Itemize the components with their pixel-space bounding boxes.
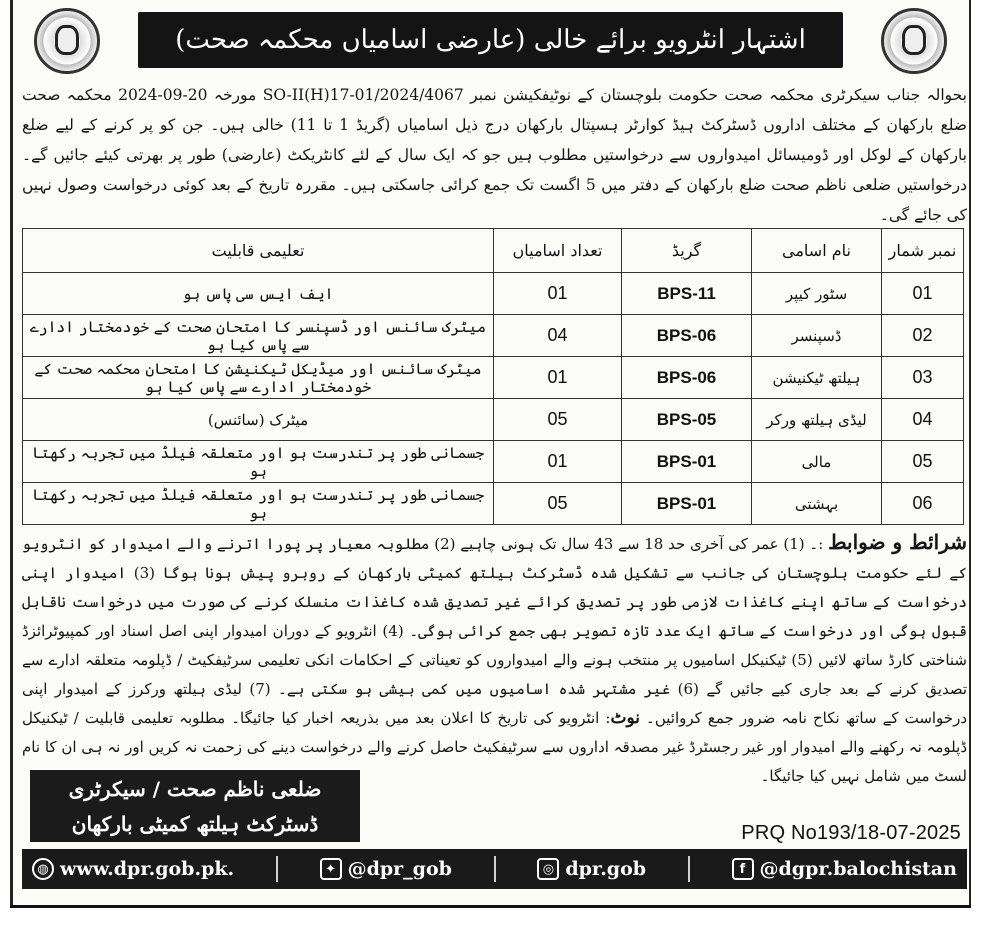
page-title: اشتہار انٹرویو برائے خالی (عارضی اسامیاں محکمہ صحت) bbox=[138, 12, 843, 68]
globe-icon: ◍ bbox=[32, 858, 54, 880]
note-text: : انٹرویو کی تاریخ کا اعلان بعد میں بذریعہ اخبار کیا جائیگا۔ مطلوبہ تعلیمی قابلیت / ٹیکنیکل ڈپلومہ نہ رکھنے والے امیدوار اور غیر رجسٹرڈ غیر مصدقہ اداروں سے سرٹیفکیٹ حاصل کرنے والے درخواست دینے کی زحمت نہ کریں اور نہ ہی ان کا نام لسٹ میں شامل نہیں کیا جائیگا۔ bbox=[22, 709, 967, 785]
conditions-heading: شرائط و ضوابط bbox=[828, 530, 968, 554]
facebook-icon: f bbox=[732, 858, 754, 880]
row-post: سٹور کیپر bbox=[752, 273, 882, 315]
footer-website[interactable] bbox=[32, 858, 234, 880]
bottom-rule bbox=[10, 905, 971, 908]
footer-instagram[interactable] bbox=[537, 858, 646, 880]
intro-paragraph: بحوالہ جناب سیکرٹری محکمہ صحت حکومت بلوچستان کے نوٹیفکیشن نمبر SO-II(H)17-01/2024/4067 مورخہ 20-09-2024 محکمہ صحت ضلع بارکھان کے مختلف اداروں ڈسٹرکٹ ہیڈ کوارٹر ہسپتال بارکھان درج ذیل اسامیاں (گریڈ 1 تا 11) خالی ہیں۔ جن کو پر کرنے کے لیے ضلع بارکھان کے لوکل اور ڈومیسائل امیدواروں سے درخواستیں مطلوب ہیں جو کہ ایک سال کے لئے کانٹریکٹ (عارضی) طور پر بھرتی کیئے جائیں گے۔ درخواستیں ضلعی ناظم صحت ضلع بارکھان کے دفتر میں 5 اگست تک جمع کرائی جاسکتی ہیں۔ مقررہ تاریخ کے بعد کوئی درخواست وصول نہیں کی جائے گی۔ bbox=[22, 86, 967, 224]
footer-divider bbox=[688, 856, 690, 882]
header-count: تعداد اسامیاں bbox=[494, 229, 622, 273]
table-row bbox=[23, 441, 964, 483]
table-row bbox=[23, 483, 964, 525]
left-emblem-icon bbox=[34, 8, 100, 74]
signature-block bbox=[30, 770, 360, 842]
row-grade: BPS-01 bbox=[622, 441, 752, 483]
prq-number: PRQ No193/18-07-2025 bbox=[741, 822, 961, 844]
table-row bbox=[23, 315, 964, 357]
header-sno: نمبر شمار bbox=[882, 229, 964, 273]
footer-divider bbox=[276, 856, 278, 882]
table-row bbox=[23, 273, 964, 315]
row-count: 05 bbox=[494, 483, 622, 525]
row-count: 05 bbox=[494, 399, 622, 441]
instagram-icon: ◎ bbox=[537, 858, 559, 880]
row-count: 01 bbox=[494, 273, 622, 315]
facebook-handle[interactable]: @dgpr.balochistan bbox=[759, 858, 957, 880]
row-qualification: میٹرک سائنس اور میڈیکل ٹیکنیشن کا امتحان محکمہ صحت کے خودمختار ادارے سے پاس کیا ہو bbox=[23, 357, 494, 399]
row-qualification: ایف ایس سی پاس ہو bbox=[23, 273, 494, 315]
footer-bar bbox=[22, 849, 967, 889]
header-post: نام اسامی bbox=[752, 229, 882, 273]
terms-and-conditions bbox=[22, 528, 968, 785]
website-link[interactable]: www.dpr.gob.pk. bbox=[60, 858, 235, 880]
row-grade: BPS-11 bbox=[622, 273, 752, 315]
header-qualification: تعلیمی قابلیت bbox=[23, 229, 494, 273]
header bbox=[20, 6, 961, 78]
row-qualification: جسمانی طور پر تندرست ہو اور متعلقہ فیلڈ میں تجربہ رکھتا ہو bbox=[23, 441, 494, 483]
right-emblem-icon bbox=[881, 8, 947, 74]
row-count: 04 bbox=[494, 315, 622, 357]
row-grade: BPS-01 bbox=[622, 483, 752, 525]
twitter-handle[interactable]: @dpr_gob bbox=[347, 858, 452, 880]
row-sno: 01 bbox=[882, 273, 964, 315]
row-sno: 06 bbox=[882, 483, 964, 525]
table-header-row bbox=[23, 229, 964, 273]
footer-twitter[interactable] bbox=[320, 858, 452, 880]
row-post: ڈسپنسر bbox=[752, 315, 882, 357]
row-sno: 03 bbox=[882, 357, 964, 399]
header-grade: گریڈ bbox=[622, 229, 752, 273]
row-post: ہیلتھ ٹیکنیشن bbox=[752, 357, 882, 399]
row-count: 01 bbox=[494, 441, 622, 483]
instagram-handle[interactable]: dpr.gob bbox=[565, 858, 647, 880]
twitter-icon: ✦ bbox=[320, 858, 342, 880]
row-sno: 05 bbox=[882, 441, 964, 483]
posts-table bbox=[22, 228, 964, 525]
footer-divider bbox=[494, 856, 496, 882]
row-sno: 02 bbox=[882, 315, 964, 357]
row-grade: BPS-06 bbox=[622, 315, 752, 357]
row-post: لیڈی ہیلتھ ورکر bbox=[752, 399, 882, 441]
footer-facebook[interactable] bbox=[732, 858, 957, 880]
row-grade: BPS-05 bbox=[622, 399, 752, 441]
table-row bbox=[23, 357, 964, 399]
row-post: مالی bbox=[752, 441, 882, 483]
row-qualification: میٹرک (سائنس) bbox=[23, 399, 494, 441]
signature-line-1: ضلعی ناظم صحت / سیکرٹری bbox=[68, 777, 322, 801]
row-count: 01 bbox=[494, 357, 622, 399]
note-label: نوٹ bbox=[610, 708, 640, 728]
row-post: بہشتی bbox=[752, 483, 882, 525]
row-sno: 04 bbox=[882, 399, 964, 441]
row-grade: BPS-06 bbox=[622, 357, 752, 399]
row-qualification: میٹرک سائنس اور ڈسپنسر کا امتحان صحت کے خودمختار ادارے سے پاس کیا ہو bbox=[23, 315, 494, 357]
row-qualification: جسمانی طور پر تندرست ہو اور متعلقہ فیلڈ میں تجربہ رکھتا ہو bbox=[23, 483, 494, 525]
signature-line-2: ڈسٹرکٹ ہیلتھ کمیٹی بارکھان bbox=[71, 812, 319, 836]
conditions-text: :۔ (1) عمر کی آخری حد 18 سے 43 سال تک ہونی چاہیے (2) مطلوبہ معیار پر پورا اترنے والے امیدوار کو انٹرویو کے لئے حکومت بلوچستان کی جانب سے تشکیل شدہ ڈسٹرکٹ ہیلتھ کمیٹی بارکھان کے روبرو پیش ہونا ہوگا (3) امیدوار اپنی درخواست کے ساتھ اپنے کاغذات لازمی طور پر تصدیق کرائے غیر تصدیق شدہ کاغذات منسلک کرنے کی صورت میں درخواست ناقابل قبول ہوگی اور درخواست کے ساتھ ایک عدد تازہ تصویر بھی جمع کرائی ہوگی۔ (4) انٹرویو کے دوران امیدوار اپنی اصل اسناد اور کمپیوٹرائزڈ شناختی کارڈ ساتھ لائیں (5) ٹیکنیکل اسامیوں پر منتخب ہونے والے امیدواروں کو تعیناتی کے احکامات انکی تعلیمی سرٹیفکیٹ / ڈپلومہ متعلقہ ادارے سے تصدیق کرنے کے بعد جاری کیے جائیں گے (6) غیر مشتہر شدہ اسامیوں میں کمی بیشی ہو سکتی ہے۔ (7) لیڈی ہیلتھ ورکرز کے امیدوار اپنی درخواست کے ساتھ نکاح نامہ ضرور جمع کروائیں۔ bbox=[22, 535, 968, 727]
table-row bbox=[23, 399, 964, 441]
